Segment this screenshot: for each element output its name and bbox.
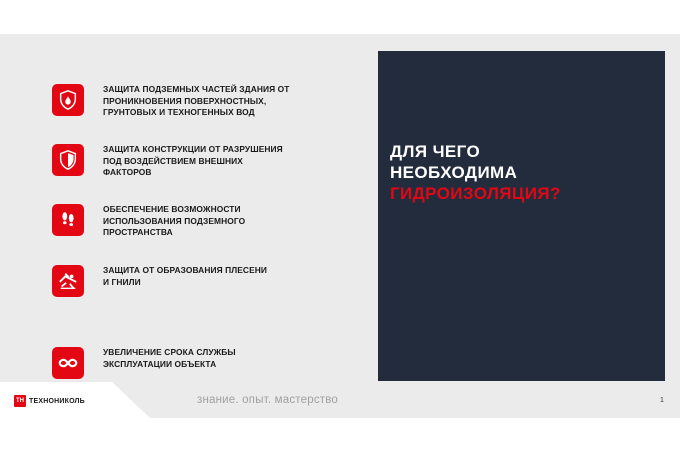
item-label: ЗАЩИТА КОНСТРУКЦИИ ОТ РАЗРУШЕНИЯ ПОД ВОЗДЕЙСТВИЕМ ВНЕШНИХ ФАКТОРОВ: [103, 144, 283, 177]
item-label: ЗАЩИТА ОТ ОБРАЗОВАНИЯ ПЛЕСЕНИ И ГНИЛИ: [103, 265, 268, 287]
heading-line-1: ДЛЯ ЧЕГО: [390, 142, 481, 161]
list-item: [52, 347, 352, 379]
heading-line-3: ГИДРОИЗОЛЯЦИЯ?: [390, 184, 561, 203]
item-label: ЗАЩИТА ПОДЗЕМНЫХ ЧАСТЕЙ ЗДАНИЯ ОТ ПРОНИКНОВЕНИЯ ПОВЕРХНОСТНЫХ, ГРУНТОВЫХ И ТЕХНОГЕННЫХ ВОД: [103, 84, 290, 117]
logo-text: ТЕХНОНИКОЛЬ: [29, 397, 85, 405]
list-item: [52, 84, 352, 119]
company-logo: [14, 395, 85, 407]
shield-icon: [52, 144, 84, 176]
logo-mark-icon: ТН: [14, 395, 26, 407]
list-item: [52, 144, 352, 179]
list-item: [52, 204, 352, 239]
list-item: [52, 265, 352, 297]
heading-panel: [378, 51, 665, 381]
drop-shield-icon: [52, 84, 84, 116]
page-number: 1: [660, 397, 664, 404]
no-mold-icon: [52, 265, 84, 297]
panel-heading: [390, 141, 561, 204]
infinity-icon: [52, 347, 84, 379]
slogan: знание. опыт. мастерство: [197, 394, 339, 406]
slide: [0, 34, 680, 418]
heading-line-2: НЕОБХОДИМА: [390, 163, 518, 182]
item-label: ОБЕСПЕЧЕНИЕ ВОЗМОЖНОСТИ ИСПОЛЬЗОВАНИЯ ПОДЗЕМНОГО ПРОСТРАНСТВА: [103, 204, 246, 237]
footprints-icon: [52, 204, 84, 236]
item-label: УВЕЛИЧЕНИЕ СРОКА СЛУЖБЫ ЭКСПЛУАТАЦИИ ОБЪЕКТА: [103, 347, 236, 369]
